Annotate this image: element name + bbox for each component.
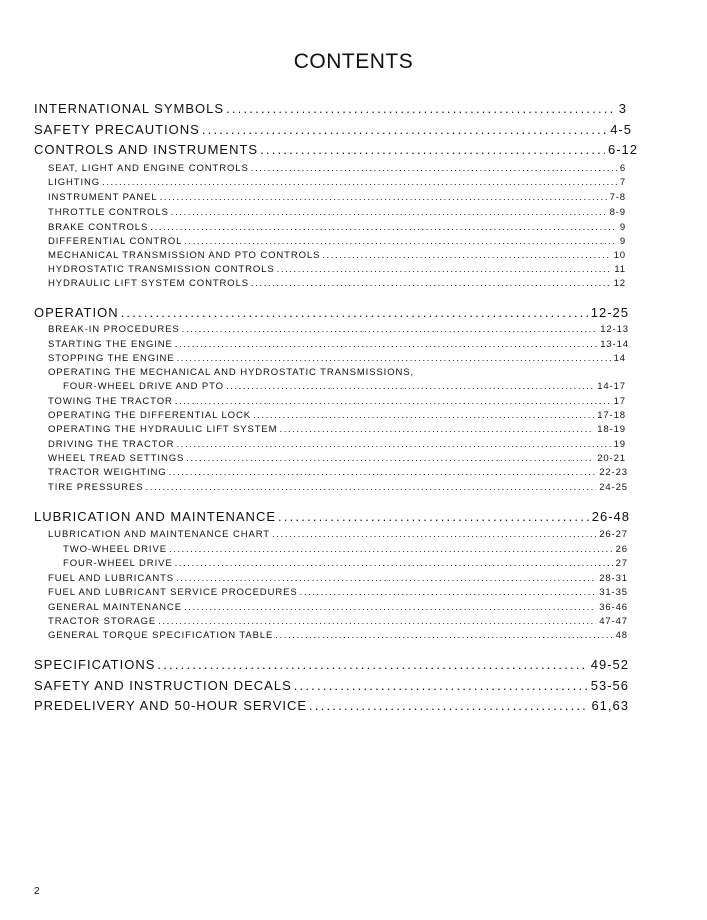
toc-entry-label: WHEEL TREAD SETTINGS [48,453,185,464]
toc-entry-page: 12-13 [600,324,629,335]
toc-entry-page: 26-48 [591,509,630,524]
dot-leader [300,586,597,600]
toc-entry-stopping-the-engine[interactable] [48,352,626,366]
toc-entry-label: FUEL AND LUBRICANT SERVICE PROCEDURES [48,587,298,598]
toc-entry-predelivery-service[interactable] [34,697,629,715]
toc-entry-page: 49-52 [590,657,629,672]
toc-entry-label: TRACTOR WEIGHTING [48,467,167,478]
dot-leader [278,508,589,526]
toc-entry-label: CONTROLS AND INSTRUMENTS [34,142,259,157]
page-number: 2 [34,886,40,897]
toc-entry-label: HYDRAULIC LIFT SYSTEM CONTROLS [48,278,250,289]
toc-entry-page: 22-23 [599,467,628,478]
dot-leader [309,697,588,715]
toc-entry-fuel-lubricant-service[interactable] [48,586,628,600]
toc-entry-label: BREAK-IN PROCEDURES [48,324,180,335]
dot-leader [186,452,594,466]
toc-entry-page: 12-25 [590,305,629,320]
toc-entry-label: FOUR-WHEEL DRIVE AND PTO [63,381,224,392]
toc-entry-lighting[interactable] [48,176,626,190]
toc-entry-label: STOPPING THE ENGINE [48,353,175,364]
toc-entry-hydraulic-lift-system-controls[interactable] [48,277,626,291]
toc-entry-label: PREDELIVERY AND 50-HOUR SERVICE [34,698,308,713]
dot-leader [202,121,607,139]
toc-entry-page: 31-35 [599,587,628,598]
dot-leader [226,380,594,394]
dot-leader [175,557,613,571]
toc-entry-page: 24-25 [599,482,628,493]
toc-entry-driving-the-tractor[interactable] [48,438,626,452]
toc-entry-label: INTERNATIONAL SYMBOLS [34,101,225,116]
toc-entry-label: TIRE PRESSURES [48,482,144,493]
toc-entry-label: OPERATION [34,305,119,320]
toc-entry-torque-specification-table[interactable] [48,629,628,643]
toc-entry-label: INSTRUMENT PANEL [48,192,158,203]
dot-leader [171,206,607,220]
dot-leader [182,323,598,337]
toc-entry-page: 48 [615,630,628,641]
dot-leader [160,191,607,205]
toc-entry-operating-transmissions-heading[interactable] [48,366,548,380]
toc-entry-hydrostatic-transmission-controls[interactable] [48,263,626,277]
toc-entry-page: 11 [614,264,626,275]
toc-entry-brake-controls[interactable] [48,221,626,235]
dot-leader [177,352,611,366]
dot-leader [175,395,611,409]
toc-entry-four-wheel-drive[interactable] [63,557,628,571]
toc-entry-page: 26-27 [599,529,628,540]
dot-leader [121,304,588,322]
toc-entry-label: OPERATING THE HYDRAULIC LIFT SYSTEM [48,424,278,435]
toc-entry-page: 53-56 [590,678,629,693]
toc-entry-page: 28-31 [599,573,628,584]
toc-entry-label: FUEL AND LUBRICANTS [48,573,175,584]
toc-entry-page: 47-47 [599,616,628,627]
toc-entry-page: 9 [619,222,626,233]
toc-entry-label: SAFETY AND INSTRUCTION DECALS [34,678,292,693]
toc-entry-page: 14 [613,353,626,364]
dot-leader [158,615,596,629]
toc-entry-wheel-tread-settings[interactable] [48,452,626,466]
toc-entry-differential-control[interactable] [48,235,626,249]
toc-entry-general-maintenance[interactable] [48,601,628,615]
toc-entry-label: HYDROSTATIC TRANSMISSION CONTROLS [48,264,275,275]
dot-leader [184,601,596,615]
toc-entry-page: 19 [613,439,626,450]
toc-entry-safety-precautions[interactable] [34,121,632,139]
toc-entry-label: TRACTOR STORAGE [48,616,157,627]
toc-entry-throttle-controls[interactable] [48,206,626,220]
toc-entry-label: LUBRICATION AND MAINTENANCE [34,509,277,524]
toc-entry-page: 17 [613,396,626,407]
dot-leader [150,221,617,235]
toc-entry-label: FOUR-WHEEL DRIVE [63,558,173,569]
toc-entry-label: DIFFERENTIAL CONTROL [48,236,183,247]
toc-entry-label: SPECIFICATIONS [34,657,156,672]
dot-leader [260,141,605,159]
dot-leader [145,481,596,495]
toc-entry-page: 7 [619,177,626,188]
dot-leader [176,438,610,452]
toc-entry-page: 9 [619,236,626,247]
toc-entry-seat-light-engine-controls[interactable] [48,162,626,176]
toc-entry-page: 26 [615,544,628,555]
dot-leader [275,629,612,643]
toc-entry-label: TWO-WHEEL DRIVE [63,544,167,555]
dot-leader [175,338,597,352]
dot-leader [294,677,588,695]
toc-entry-page: 4-5 [610,122,632,137]
toc-entry-page: 12 [613,278,626,289]
dot-leader [251,162,617,176]
dot-leader [272,528,596,542]
toc-entry-page: 6 [619,163,626,174]
toc-entry-page: 8-9 [609,207,626,218]
toc-entry-page: 7-8 [609,192,626,203]
toc-entry-label: MECHANICAL TRANSMISSION AND PTO CONTROLS [48,250,321,261]
toc-entry-label: TOWING THE TRACTOR [48,396,173,407]
toc-entry-mechanical-transmission-pto-controls[interactable] [48,249,626,263]
dot-leader [251,277,611,291]
toc-entry-page: 36-46 [599,602,628,613]
dot-leader [169,466,597,480]
toc-entry-instrument-panel[interactable] [48,191,626,205]
toc-entry-lubrication-and-maintenance[interactable] [34,508,630,526]
toc-entry-label: SAFETY PRECAUTIONS [34,122,200,137]
dot-leader [277,263,612,277]
toc-entry-label: GENERAL TORQUE SPECIFICATION TABLE [48,630,274,641]
toc-entry-page: 17-18 [597,410,626,421]
toc-entry-tractor-weighting[interactable] [48,466,628,480]
toc-entry-break-in-procedures[interactable] [48,323,629,337]
dot-leader [184,235,617,249]
toc-entry-page: 20-21 [597,453,626,464]
toc-entry-page: 27 [615,558,628,569]
toc-entry-page: 18-19 [597,424,626,435]
toc-entry-specifications[interactable] [34,656,629,674]
dot-leader [176,572,596,586]
toc-entry-tractor-storage[interactable] [48,615,628,629]
dot-leader [169,543,613,557]
toc-entry-page: 10 [613,250,626,261]
toc-entry-page: 6-12 [607,142,638,157]
page-title: CONTENTS [293,50,414,73]
toc-entry-page: 3 [618,101,627,116]
toc-entry-label: THROTTLE CONTROLS [48,207,169,218]
toc-entry-label: SEAT, LIGHT AND ENGINE CONTROLS [48,163,249,174]
toc-entry-operating-hydraulic-lift[interactable] [48,423,626,437]
toc-entry-label: STARTING THE ENGINE [48,339,173,350]
toc-entry-lubrication-chart[interactable] [48,528,628,542]
dot-leader [322,249,610,263]
toc-entry-label: DRIVING THE TRACTOR [48,439,175,450]
toc-entry-operating-differential-lock[interactable] [48,409,626,423]
toc-entry-safety-instruction-decals[interactable] [34,677,629,695]
toc-entry-towing-the-tractor[interactable] [48,395,626,409]
dot-leader [253,409,594,423]
toc-entry-fuel-and-lubricants[interactable] [48,572,628,586]
toc-entry-page: 61,63 [591,698,629,713]
toc-entry-label: BRAKE CONTROLS [48,222,149,233]
toc-entry-label: LUBRICATION AND MAINTENANCE CHART [48,529,271,540]
dot-leader [157,656,587,674]
toc-entry-two-wheel-drive[interactable] [63,543,628,557]
toc-entry-label: OPERATING THE MECHANICAL AND HYDROSTATIC TRANSMISSIONS, [48,367,415,378]
toc-entry-four-wheel-drive-and-pto[interactable] [63,380,626,394]
toc-entry-page: 13-14 [600,339,629,350]
toc-entry-label: GENERAL MAINTENANCE [48,602,182,613]
toc-entry-label: LIGHTING [48,177,101,188]
toc-entry-operation[interactable] [34,304,629,322]
dot-leader [102,176,617,190]
dot-leader [226,100,616,118]
toc-entry-label: OPERATING THE DIFFERENTIAL LOCK [48,410,251,421]
toc-entry-starting-the-engine[interactable] [48,338,629,352]
toc-entry-controls-and-instruments[interactable] [34,141,638,159]
toc-entry-page: 14-17 [597,381,626,392]
dot-leader [279,423,594,437]
toc-entry-tire-pressures[interactable] [48,481,628,495]
toc-entry-international-symbols[interactable] [34,100,627,118]
